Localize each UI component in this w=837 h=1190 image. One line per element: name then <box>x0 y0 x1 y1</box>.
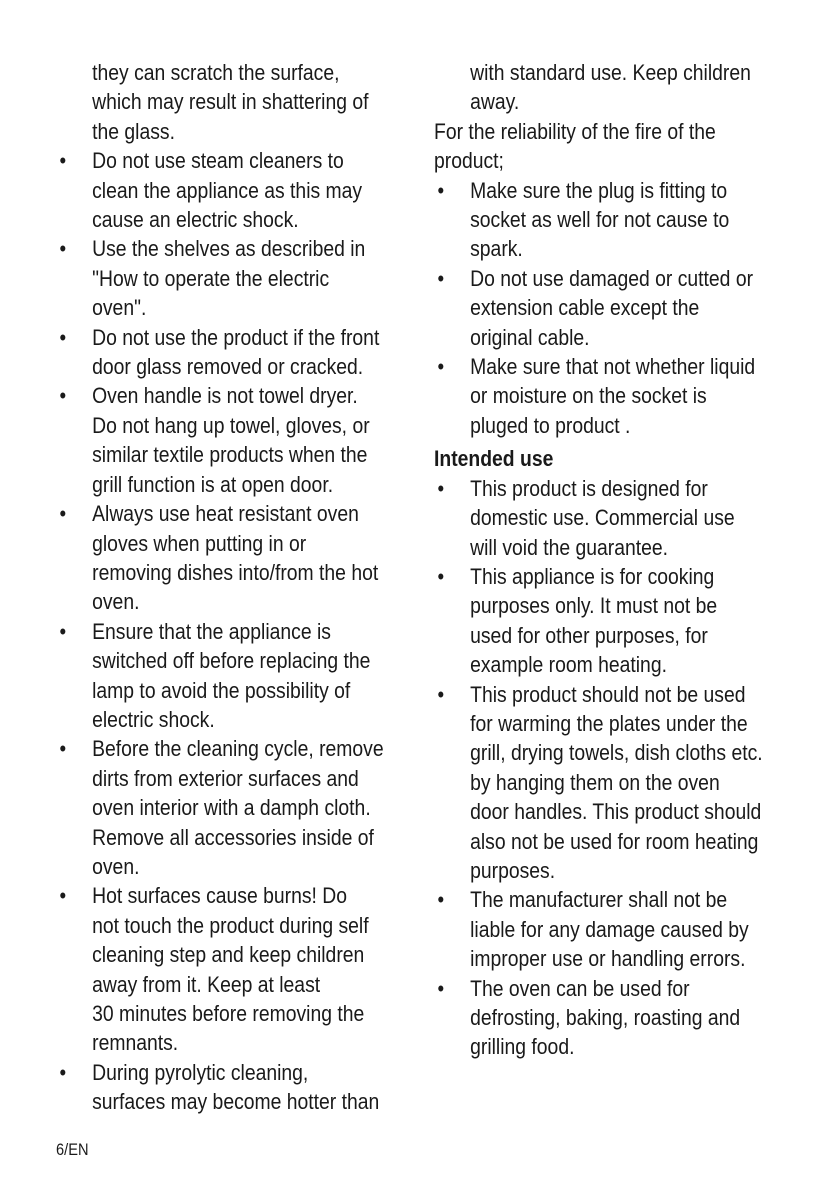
right-column <box>434 58 793 1062</box>
bullet-item: • Do not use steam cleaners to clean the appliance as this may cause an electric shock. <box>56 146 409 234</box>
bullet-item: • This appliance is for cooking purposes only. It must not be used for other purposes, for example room heating. <box>434 562 793 680</box>
bullet-item: • Oven handle is not towel dryer. Do not hang up towel, gloves, or similar textile products when the grill function is at open door. <box>56 381 409 499</box>
page-number: 6/EN <box>56 1140 89 1159</box>
bullet-item: • Ensure that the appliance is switched off before replacing the lamp to avoid the possibility of electric shock. <box>56 617 409 735</box>
bullet-item: • The manufacturer shall not be liable for any damage caused by improper use or handling errors. <box>434 885 793 973</box>
bullet-item: • Make sure the plug is fitting to socket as well for not cause to spark. <box>434 176 793 264</box>
bullet-item: • Make sure that not whether liquid or moisture on the socket is pluged to product . <box>434 352 793 440</box>
bullet-item: • Before the cleaning cycle, remove dirts from exterior surfaces and oven interior with a damph cloth. Remove all accessories inside of oven. <box>56 734 409 881</box>
bullet-item: • This product should not be used for warming the plates under the grill, drying towels, dish cloths etc. by hanging them on the oven door handles. This product should also not be used for room heating purposes. <box>434 680 793 886</box>
bullet-item: • Do not use damaged or cutted or extension cable except the original cable. <box>434 264 793 352</box>
bullet-item-hot-surfaces <box>56 881 409 1057</box>
intended-use-heading: Intended use <box>434 446 554 472</box>
hot-surfaces-warning: Hot surfaces cause burns! <box>92 883 317 909</box>
continued-text-right: with standard use. Keep children away. <box>470 60 751 115</box>
bullet-item: • During pyrolytic cleaning, surfaces may become hotter than <box>56 1058 409 1117</box>
reliability-intro: For the reliability of the fire of the product; <box>434 118 716 174</box>
hot-surfaces-text: Do not touch the product during self cleaning step and keep children away from it. Keep at least 30 minutes before removing the remnants. <box>92 883 369 1056</box>
bullet-item: • Always use heat resistant oven gloves when putting in or removing dishes into/from the hot oven. <box>56 499 409 617</box>
bullet-item: • Use the shelves as described in "How to operate the electric oven". <box>56 234 409 322</box>
left-column <box>56 58 409 1117</box>
bullet-item: • This product is designed for domestic use. Commercial use will void the guarantee. <box>434 474 793 562</box>
bullet-item: • Do not use the product if the front door glass removed or cracked. <box>56 323 409 382</box>
bullet-item: • The oven can be used for defrosting, baking, roasting and grilling food. <box>434 974 793 1062</box>
continued-text-left: they can scratch the surface, which may result in shattering of the glass. <box>92 60 369 144</box>
